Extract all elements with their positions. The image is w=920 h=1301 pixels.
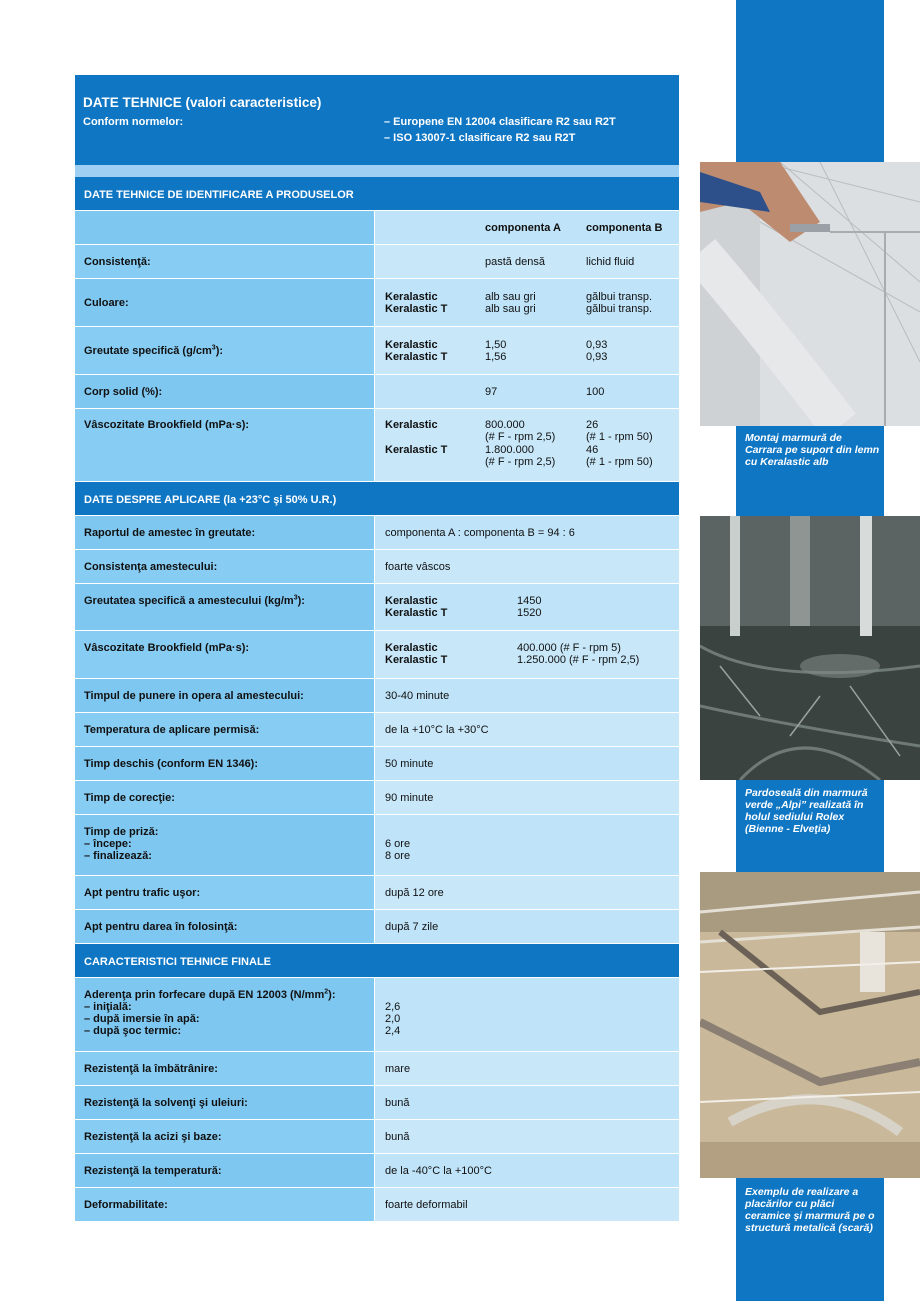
product-keralastic: Keralastic bbox=[385, 595, 438, 607]
photo-metal-staircase bbox=[700, 872, 920, 1178]
table-row-components bbox=[75, 211, 679, 245]
value-b: gălbui transp. bbox=[586, 291, 653, 303]
value-a: (# F - rpm 2,5) bbox=[485, 456, 556, 468]
row-label: Apt pentru darea în folosinţă: bbox=[84, 921, 238, 933]
table-row-deformability bbox=[75, 1188, 679, 1222]
table-row-viscosity bbox=[75, 409, 679, 482]
row-value: bună bbox=[385, 1131, 410, 1143]
row-value: după 7 zile bbox=[385, 921, 439, 933]
table-row-adhesion bbox=[75, 978, 679, 1052]
table-row-consistency bbox=[75, 245, 679, 279]
section-title: DATE DESPRE APLICARE (la +23°C şi 50% U.R.) bbox=[84, 494, 337, 506]
table-row-open-time bbox=[75, 747, 679, 781]
table-row-temperature bbox=[75, 713, 679, 747]
row-label: Rezistenţă la acizi şi baze: bbox=[84, 1131, 222, 1143]
row-label: Consistenţă: bbox=[84, 256, 151, 268]
row-sublabel: – finalizează: bbox=[84, 850, 152, 862]
row-value: după 12 ore bbox=[385, 887, 444, 899]
row-sublabel: – începe: bbox=[84, 838, 132, 850]
product-keralastic: Keralastic bbox=[385, 339, 438, 351]
row-label: Timp deschis (conform EN 1346): bbox=[84, 758, 259, 770]
table-row-pot-life bbox=[75, 679, 679, 713]
row-value: foarte deformabil bbox=[385, 1199, 468, 1211]
row-label: Rezistenţă la solvenţi şi uleiuri: bbox=[84, 1097, 248, 1109]
row-label: Apt pentru trafic uşor: bbox=[84, 887, 201, 899]
row-label: Culoare: bbox=[84, 297, 129, 309]
section-identification bbox=[75, 177, 679, 211]
row-value: bună bbox=[385, 1097, 410, 1109]
table-row-setting bbox=[75, 815, 679, 876]
row-value: 90 minute bbox=[385, 792, 434, 804]
value-b: lichid fluid bbox=[586, 256, 635, 268]
value-b: gălbui transp. bbox=[586, 303, 653, 315]
caption-photo1: Montaj marmură de Carrara pe suport din lemn cu Keralastic alb bbox=[745, 432, 880, 468]
norm-en: – Europene EN 12004 clasificare R2 sau R2T bbox=[384, 116, 616, 128]
table-row-color bbox=[75, 279, 679, 327]
value-b: 100 bbox=[586, 386, 605, 398]
value-b: (# 1 - rpm 50) bbox=[586, 431, 653, 443]
value-a: 800.000 bbox=[485, 419, 525, 431]
row-value: 1520 bbox=[517, 607, 542, 619]
row-label: Timp de corecţie: bbox=[84, 792, 175, 804]
header-strip bbox=[75, 165, 679, 177]
row-value: 2,4 bbox=[385, 1025, 401, 1037]
table-row-density bbox=[75, 327, 679, 375]
product-keralastic-t: Keralastic T bbox=[385, 607, 448, 619]
value-a: 1,50 bbox=[485, 339, 507, 351]
row-label: Vâscozitate Brookfield (mPa·s): bbox=[84, 419, 250, 431]
product-keralastic: Keralastic bbox=[385, 291, 438, 303]
technical-data-header bbox=[75, 75, 679, 165]
table-row-temp-resistance bbox=[75, 1154, 679, 1188]
value-a: 97 bbox=[485, 386, 498, 398]
row-label: Vâscozitate Brookfield (mPa·s): bbox=[84, 642, 250, 654]
value-b: (# 1 - rpm 50) bbox=[586, 456, 653, 468]
value-b: 0,93 bbox=[586, 339, 608, 351]
technical-data-table bbox=[75, 177, 679, 1222]
header-subtitle: Conform normelor: bbox=[83, 116, 184, 128]
product-keralastic-t: Keralastic T bbox=[385, 303, 448, 315]
product-keralastic-t: Keralastic T bbox=[385, 444, 448, 456]
value-a: 1.800.000 bbox=[485, 444, 534, 456]
row-sublabel: – după imersie în apă: bbox=[84, 1013, 200, 1025]
row-label: Timpul de punere in opera al amestecului: bbox=[84, 690, 304, 702]
row-value: 8 ore bbox=[385, 850, 411, 862]
section-final bbox=[75, 944, 679, 978]
row-value: 30-40 minute bbox=[385, 690, 450, 702]
product-keralastic: Keralastic bbox=[385, 642, 438, 654]
row-value: 2,6 bbox=[385, 1001, 401, 1013]
row-value: foarte vâscos bbox=[385, 561, 451, 573]
row-value: 1450 bbox=[517, 595, 542, 607]
table-row-ratio bbox=[75, 516, 679, 550]
row-label: Temperatura de aplicare permisă: bbox=[84, 724, 260, 736]
row-label: Timp de priză: bbox=[84, 826, 159, 838]
value-b: 46 bbox=[586, 444, 599, 456]
header-title: DATE TEHNICE (valori caracteristice) bbox=[83, 95, 322, 110]
caption-photo3: Exemplu de realizare a placărilor cu plăci ceramice şi marmură pe o structură metalică (scară) bbox=[745, 1186, 875, 1234]
section-title: CARACTERISTICI TEHNICE FINALE bbox=[84, 956, 271, 968]
table-row-aging bbox=[75, 1052, 679, 1086]
row-value: 400.000 (# F - rpm 5) bbox=[517, 642, 621, 654]
row-sublabel: – iniţială: bbox=[84, 1001, 132, 1013]
row-value: 50 minute bbox=[385, 758, 434, 770]
component-a-header: componenta A bbox=[485, 222, 561, 234]
row-sublabel: – după şoc termic: bbox=[84, 1025, 182, 1037]
table-row-mix-density bbox=[75, 584, 679, 631]
row-value: de la -40°C la +100°C bbox=[385, 1165, 492, 1177]
component-b-header: componenta B bbox=[586, 222, 663, 234]
value-b: 0,93 bbox=[586, 351, 608, 363]
value-a: 1,56 bbox=[485, 351, 507, 363]
table-row-mix-consistency bbox=[75, 550, 679, 584]
row-label: Greutatea specifică a amestecului $(kg/m^3)$: bbox=[84, 594, 305, 607]
product-keralastic-t: Keralastic T bbox=[385, 351, 448, 363]
section-title: DATE TEHNICE DE IDENTIFICARE A PRODUSELOR bbox=[84, 189, 354, 201]
product-keralastic: Keralastic bbox=[385, 419, 438, 431]
table-row-solids bbox=[75, 375, 679, 409]
row-value: de la +10°C la +30°C bbox=[385, 724, 489, 736]
row-label: Rezistenţă la temperatură: bbox=[84, 1165, 222, 1177]
table-row-acids bbox=[75, 1120, 679, 1154]
table-row-light-traffic bbox=[75, 876, 679, 910]
row-value: 6 ore bbox=[385, 838, 411, 850]
row-value: mare bbox=[385, 1063, 411, 1075]
row-label: Raportul de amestec în greutate: bbox=[84, 527, 256, 539]
photo-marble-installation bbox=[700, 162, 920, 426]
product-keralastic-t: Keralastic T bbox=[385, 654, 448, 666]
row-label: Greutate specifică $(g/cm^3)$: bbox=[84, 344, 224, 357]
row-label: Corp solid (%): bbox=[84, 386, 163, 398]
value-a: pastă densă bbox=[485, 256, 545, 268]
row-label: Consistenţa amestecului: bbox=[84, 561, 218, 573]
row-label: Deformabilitate: bbox=[84, 1199, 168, 1211]
row-value: 2,0 bbox=[385, 1013, 401, 1025]
value-a: alb sau gri bbox=[485, 291, 536, 303]
value-a: (# F - rpm 2,5) bbox=[485, 431, 556, 443]
table-row-correction bbox=[75, 781, 679, 815]
row-label: Rezistenţă la îmbătrânire: bbox=[84, 1063, 218, 1075]
row-label: Aderenţa prin forfecare după EN 12003 $(N/mm^2)$: bbox=[84, 988, 336, 1001]
value-b: 26 bbox=[586, 419, 599, 431]
table-row-mix-viscosity bbox=[75, 631, 679, 679]
value-a: alb sau gri bbox=[485, 303, 536, 315]
norm-iso: – ISO 13007-1 clasificare R2 sau R2T bbox=[384, 132, 576, 144]
caption-photo2: Pardoseală din marmură verde „Alpi” realizată în holul sediului Rolex (Bienne - Elveţia) bbox=[745, 787, 868, 835]
row-value: componenta A : componenta B = 94 : 6 bbox=[385, 527, 575, 539]
row-value: 1.250.000 (# F - rpm 2,5) bbox=[517, 654, 640, 666]
photo-green-marble-floor bbox=[700, 516, 920, 780]
section-application bbox=[75, 482, 679, 516]
table-row-solvents bbox=[75, 1086, 679, 1120]
table-row-in-service bbox=[75, 910, 679, 944]
